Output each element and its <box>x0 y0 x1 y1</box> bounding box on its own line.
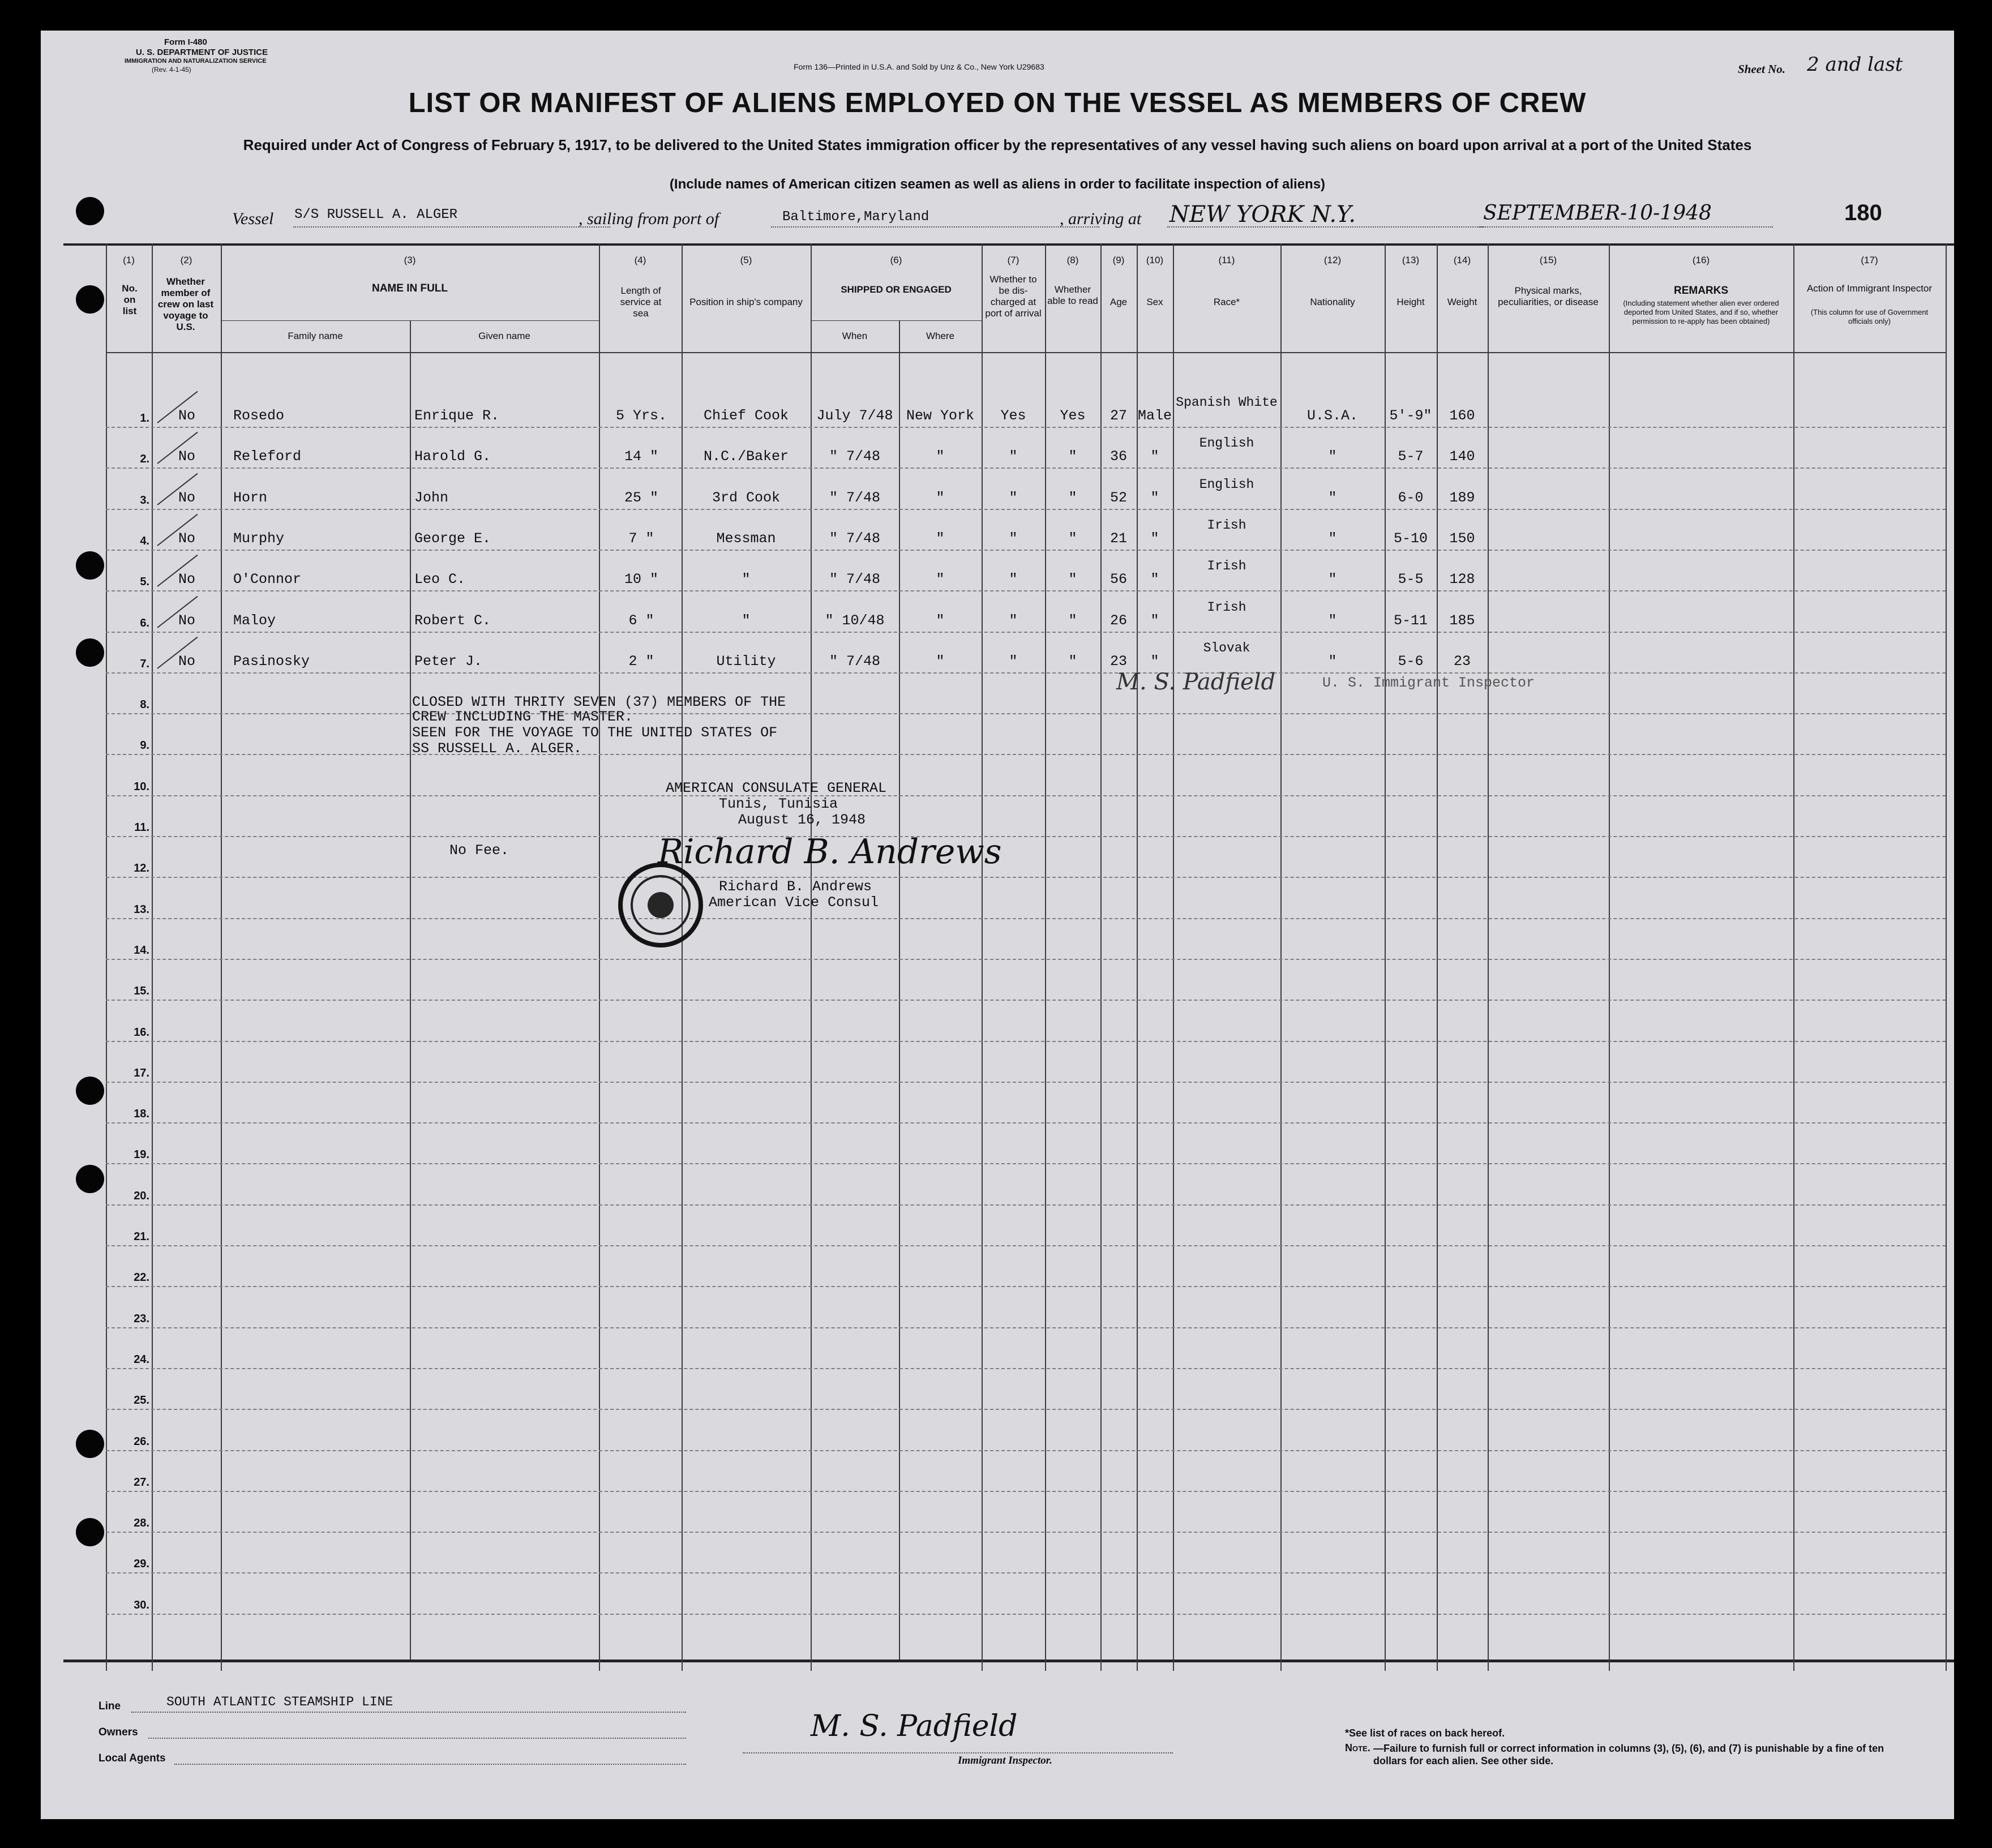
date-underline <box>1479 226 1773 228</box>
col-divider <box>1946 243 1947 1671</box>
sailing-value: Baltimore,Maryland <box>782 209 929 225</box>
col-head-height: Height <box>1396 297 1425 307</box>
cell-last-voyage: No <box>178 653 195 670</box>
cell-weight: 185 <box>1449 612 1475 629</box>
col-head-service: Length of service at sea <box>620 285 662 319</box>
header-bottom-rule <box>106 352 1946 353</box>
cell-family: Murphy <box>233 530 285 547</box>
manifest-sheet <box>41 31 1954 1819</box>
col-head-given: Given name <box>478 331 530 341</box>
col-head-family: Family name <box>288 331 343 341</box>
col-head-remarks-note: (Including statement whether alien ever ordered deported from United States, and if so, whether permission to re-apply has been obtained) <box>1623 299 1779 325</box>
row-number: 12. <box>134 862 149 874</box>
row-rule <box>106 590 1946 591</box>
col-divider <box>410 320 411 1660</box>
row-rule <box>106 1614 1946 1615</box>
cell-service: 7 " <box>628 530 654 547</box>
row-rule <box>106 959 1946 960</box>
cell-family: Releford <box>233 448 302 465</box>
punch-hole <box>76 1518 104 1546</box>
col-head-physical: Physical marks, peculiarities, or disease <box>1498 285 1599 307</box>
agents-underline <box>174 1764 686 1765</box>
footer-inspector-title: Immigrant Inspector. <box>958 1755 1052 1766</box>
row-number: 17. <box>134 1067 149 1079</box>
consulate-line-3: August 16, 1948 <box>738 812 866 828</box>
col-head-remarks: REMARKS <box>1673 285 1729 297</box>
cell-given: George E. <box>414 530 491 547</box>
row-rule <box>106 713 1946 714</box>
consulate-line-2: Tunis, Tunisia <box>719 796 838 812</box>
row-rule <box>106 509 1946 510</box>
closing-line-3: SEEN FOR THE VOYAGE TO THE UNITED STATES OF <box>412 724 778 741</box>
row-number: 2. <box>140 453 149 465</box>
col-num-12: (12) <box>1323 255 1342 265</box>
col-num-13: (13) <box>1402 255 1420 265</box>
cell-discharged: " <box>1009 530 1018 547</box>
cell-where: " <box>936 530 945 547</box>
cell-read: " <box>1068 571 1077 588</box>
sailing-underline <box>771 226 1099 228</box>
no-fee: No Fee. <box>449 842 509 859</box>
cell-last-voyage: No <box>178 612 195 629</box>
col-divider <box>221 243 222 1671</box>
col-divider <box>599 243 600 1671</box>
cell-nationality: " <box>1328 571 1337 588</box>
col-head-no: No. on list <box>122 283 138 316</box>
row-number: 22. <box>134 1271 149 1284</box>
col-num-7: (7) <box>1007 255 1019 265</box>
cell-race: Irish <box>1207 559 1246 573</box>
row-rule <box>106 1122 1946 1124</box>
cell-family: Rosedo <box>233 408 285 424</box>
cell-where: " <box>936 653 945 670</box>
row-number: 25. <box>134 1394 149 1407</box>
line-underline <box>131 1712 686 1713</box>
row-rule <box>106 1327 1946 1328</box>
row-rule <box>106 1572 1946 1573</box>
arriving-value: NEW YORK N.Y. <box>1170 201 1356 228</box>
row-rule <box>106 1000 1946 1001</box>
punch-hole <box>76 638 104 667</box>
cell-height: 5-7 <box>1398 448 1424 465</box>
cell-read: " <box>1068 448 1077 465</box>
row-rule <box>106 1532 1946 1533</box>
row-number: 7. <box>140 658 149 670</box>
cell-weight: 150 <box>1449 530 1475 547</box>
cell-when: " 7/48 <box>829 490 880 506</box>
line-value: SOUTH ATLANTIC STEAMSHIP LINE <box>166 1695 393 1709</box>
cell-family: Maloy <box>233 612 276 629</box>
col-num-1: (1) <box>123 255 135 265</box>
cell-position: N.C./Baker <box>703 448 789 465</box>
cell-last-voyage: No <box>178 448 195 465</box>
revision: (Rev. 4-1-45) <box>152 66 191 74</box>
row-number: 15. <box>134 985 149 997</box>
signer-title: American Vice Consul <box>709 894 879 911</box>
row-number: 16. <box>134 1026 149 1039</box>
row-rule <box>106 427 1946 428</box>
row-rule <box>106 1041 1946 1042</box>
col-divider <box>1793 243 1794 1671</box>
col-num-15: (15) <box>1539 255 1557 265</box>
cell-age: 56 <box>1109 571 1127 588</box>
col-head-shipped: SHIPPED OR ENGAGED <box>841 284 952 295</box>
punch-hole <box>76 1165 104 1193</box>
cell-weight: 140 <box>1449 448 1475 465</box>
cell-last-voyage: No <box>178 530 195 547</box>
cell-sex: " <box>1150 448 1159 465</box>
cell-family: Pasinosky <box>233 653 310 670</box>
col-head-where: Where <box>926 331 955 341</box>
row-number: 18. <box>134 1108 149 1120</box>
arriving-label: , arriving at <box>1060 209 1142 228</box>
row-number: 23. <box>134 1313 149 1325</box>
cell-discharged: " <box>1009 612 1018 629</box>
service: IMMIGRATION AND NATURALIZATION SERVICE <box>125 58 267 65</box>
note-text: —Failure to furnish full or correct information in columns (3), (5), (6), and (7) is punishable by a fine of ten dollars for each alien. See other side. <box>1373 1743 1884 1766</box>
col-num-17: (17) <box>1861 255 1878 265</box>
race-note: *See list of races on back hereof. <box>1345 1727 1505 1739</box>
row-number: 6. <box>140 617 149 629</box>
row-number: 4. <box>140 535 149 547</box>
cell-read: " <box>1068 530 1077 547</box>
row-rule <box>106 468 1946 469</box>
table-top-rule <box>63 243 1954 246</box>
row-rule <box>106 1082 1946 1083</box>
cell-weight: 189 <box>1449 490 1475 506</box>
cell-race: Irish <box>1207 600 1246 615</box>
col-head-action-note: (This column for use of Government officials only) <box>1810 308 1929 325</box>
vessel-value: S/S RUSSELL A. ALGER <box>294 207 458 222</box>
row-number: 30. <box>134 1599 149 1611</box>
cell-weight: 160 <box>1449 408 1475 424</box>
closing-line-1: CLOSED WITH THRITY SEVEN (37) MEMBERS OF THE <box>412 694 786 710</box>
cell-discharged: " <box>1009 448 1018 465</box>
cell-nationality: U.S.A. <box>1306 408 1358 424</box>
cell-where: " <box>936 612 945 629</box>
cell-service: 25 " <box>624 490 658 506</box>
cell-where: " <box>936 571 945 588</box>
row-number: 21. <box>134 1230 149 1243</box>
footer-signature-underline <box>743 1752 1173 1753</box>
row-rule <box>106 754 1946 755</box>
signer-name: Richard B. Andrews <box>719 878 872 895</box>
cell-discharged: " <box>1009 571 1018 588</box>
arriving-underline <box>1167 226 1484 228</box>
col-head-action: Action of Immigrant Inspector <box>1806 283 1933 294</box>
footer-inspector-signature: M. S. Padfield <box>811 1709 1018 1743</box>
cell-given: John <box>414 490 449 506</box>
cell-given: Harold G. <box>414 448 491 465</box>
cell-height: 5-10 <box>1393 530 1428 547</box>
cell-discharged: " <box>1009 490 1018 506</box>
cell-race: English <box>1199 477 1254 492</box>
cell-read: " <box>1068 653 1077 670</box>
col-num-9: (9) <box>1112 255 1125 265</box>
cell-nationality: " <box>1328 653 1337 670</box>
row-number: 29. <box>134 1558 149 1570</box>
agents-label: Local Agents <box>98 1752 166 1764</box>
col-divider <box>1609 243 1610 1671</box>
col-num-2: (2) <box>180 255 192 265</box>
cell-service: 10 " <box>624 571 658 588</box>
row-rule <box>106 1368 1946 1369</box>
cell-service: 14 " <box>624 448 658 465</box>
col-num-14: (14) <box>1453 255 1471 265</box>
cell-race: Slovak <box>1203 641 1250 655</box>
col-divider <box>899 320 900 1660</box>
row-rule <box>106 1450 1946 1451</box>
vessel-underline <box>293 226 610 228</box>
punch-hole <box>76 285 104 314</box>
cell-service: 6 " <box>628 612 654 629</box>
cell-nationality: " <box>1328 448 1337 465</box>
department: U. S. DEPARTMENT OF JUSTICE <box>136 48 268 57</box>
row-rule <box>106 918 1946 919</box>
col-head-nationality: Nationality <box>1310 297 1355 307</box>
cell-age: 23 <box>1109 653 1127 670</box>
row-number: 3. <box>140 494 149 507</box>
sailing-label: , sailing from port of <box>579 209 719 228</box>
subheader-rule-shipped <box>811 320 982 321</box>
cell-position: Chief Cook <box>703 408 789 424</box>
row-rule <box>106 550 1946 551</box>
col-divider <box>1488 243 1489 1671</box>
col-head-weight: Weight <box>1447 297 1477 307</box>
cell-service: 5 Yrs. <box>615 408 667 424</box>
cell-race: Irish <box>1207 518 1246 533</box>
col-head-position: Position in ship's company <box>689 297 803 307</box>
cell-when: " 7/48 <box>829 653 880 670</box>
owners-underline <box>148 1738 686 1739</box>
subtitle-note: (Include names of American citizen seamen as well as aliens in order to facilitate inspection of aliens) <box>669 177 1326 192</box>
cell-nationality: " <box>1328 490 1337 506</box>
row-rule <box>106 877 1946 878</box>
col-num-3: (3) <box>404 255 416 265</box>
row-rule <box>106 632 1946 633</box>
cell-age: 36 <box>1109 448 1127 465</box>
form-id: Form I-480 <box>164 37 207 47</box>
consulate-line-1: AMERICAN CONSULATE GENERAL <box>666 780 887 796</box>
cell-where: " <box>936 490 945 506</box>
cell-given: Enrique R. <box>414 408 500 424</box>
cell-sex: " <box>1150 571 1159 588</box>
closing-line-2: CREW INCLUDING THE MASTER. <box>412 709 633 725</box>
col-head-name: NAME IN FULL <box>371 282 448 294</box>
punch-hole <box>76 197 104 225</box>
row-rule <box>106 795 1946 796</box>
cell-age: 27 <box>1109 408 1127 424</box>
cell-family: Horn <box>233 490 268 506</box>
cell-when: " 7/48 <box>829 530 880 547</box>
cell-discharged: " <box>1009 653 1018 670</box>
row-number: 27. <box>134 1476 149 1489</box>
inspector-title: U. S. Immigrant Inspector <box>1322 675 1535 691</box>
col-divider <box>106 243 107 1671</box>
cell-given: Robert C. <box>414 612 491 629</box>
punch-hole <box>76 1430 104 1458</box>
cell-sex: " <box>1150 612 1159 629</box>
row-rule <box>106 1204 1946 1206</box>
sheet-value: 2 and last <box>1807 53 1903 76</box>
row-rule <box>106 1163 1946 1164</box>
cell-where: New York <box>906 408 975 424</box>
cell-position: Utility <box>716 653 776 670</box>
col-num-5: (5) <box>740 255 752 265</box>
cell-height: 5'-9" <box>1389 408 1432 424</box>
cell-given: Leo C. <box>414 571 466 588</box>
row-number: 1. <box>140 412 149 425</box>
row-rule <box>106 1491 1946 1492</box>
punch-hole <box>76 551 104 580</box>
col-num-10: (10) <box>1146 255 1164 265</box>
row-number: 14. <box>134 944 149 957</box>
col-num-6: (6) <box>890 255 902 265</box>
row-number: 28. <box>134 1517 149 1529</box>
col-head-last-voyage: Whether member of crew on last voyage to U.S. <box>157 276 214 332</box>
row-rule <box>106 1286 1946 1287</box>
col-divider <box>1173 243 1174 1671</box>
cell-height: 5-11 <box>1393 612 1428 629</box>
cell-sex: " <box>1150 530 1159 547</box>
row-rule <box>106 672 1946 674</box>
row-number: 8. <box>140 698 149 711</box>
cell-sex: Male <box>1138 408 1172 424</box>
cell-position: Messman <box>716 530 776 547</box>
cell-when: July 7/48 <box>816 408 893 424</box>
consulate-seal <box>618 863 703 947</box>
vessel-label: Vessel <box>232 209 274 228</box>
cell-age: 26 <box>1109 612 1127 629</box>
cell-when: " 10/48 <box>825 612 885 629</box>
row-number: 10. <box>134 781 149 793</box>
page-number: 180 <box>1844 200 1882 225</box>
row-rule <box>106 1245 1946 1246</box>
table-bottom-rule <box>63 1660 1954 1662</box>
cell-sex: " <box>1150 653 1159 670</box>
cell-height: 5-6 <box>1398 653 1424 670</box>
line-label: Line <box>98 1700 121 1712</box>
subtitle: Required under Act of Congress of February 5, 1917, to be delivered to the United States immigration officer by the representatives of any vessel having such aliens on board upon arrival at a port of the United States <box>243 136 1752 153</box>
col-head-sex: Sex <box>1146 297 1163 307</box>
col-num-8: (8) <box>1066 255 1079 265</box>
punch-hole <box>76 1077 104 1105</box>
cell-sex: " <box>1150 490 1159 506</box>
row-number: 11. <box>134 821 149 834</box>
col-num-4: (4) <box>634 255 646 265</box>
cell-position: " <box>742 612 751 629</box>
row-number: 24. <box>134 1353 149 1366</box>
note-label: Note. <box>1345 1742 1370 1753</box>
cell-weight: 128 <box>1449 571 1475 588</box>
cell-discharged: Yes <box>1000 408 1026 424</box>
col-divider <box>682 243 683 1671</box>
cell-read: " <box>1068 612 1077 629</box>
cell-last-voyage: No <box>178 571 195 588</box>
cell-when: " 7/48 <box>829 448 880 465</box>
sheet-label: Sheet No. <box>1738 62 1785 76</box>
row-rule <box>106 1409 1946 1410</box>
cell-position: 3rd Cook <box>712 490 781 506</box>
row-number: 13. <box>134 903 149 916</box>
cell-weight: 23 <box>1453 653 1471 670</box>
cell-race: Spanish White <box>1176 395 1278 410</box>
cell-service: 2 " <box>628 653 654 670</box>
row-number: 19. <box>134 1148 149 1161</box>
inspector-signature: M. S. Padfield <box>1116 669 1276 695</box>
row-rule <box>106 836 1946 837</box>
cell-last-voyage: No <box>178 408 195 424</box>
cell-age: 21 <box>1109 530 1127 547</box>
cell-last-voyage: No <box>178 490 195 506</box>
row-number: 20. <box>134 1190 149 1202</box>
cell-nationality: " <box>1328 612 1337 629</box>
cell-family: O'Connor <box>233 571 302 588</box>
col-head-race: Race* <box>1213 297 1240 307</box>
printer-note: Form 136—Printed in U.S.A. and Sold by Unz & Co., New York U29683 <box>794 62 1044 71</box>
col-head-read: Whether able to read <box>1047 284 1098 306</box>
cell-read: Yes <box>1060 408 1086 424</box>
row-number: 9. <box>140 739 149 752</box>
cell-height: 6-0 <box>1398 490 1424 506</box>
cell-read: " <box>1068 490 1077 506</box>
row-number: 26. <box>134 1435 149 1448</box>
cell-age: 52 <box>1109 490 1127 506</box>
col-divider <box>152 243 153 1671</box>
col-head-when: When <box>842 331 868 341</box>
cell-race: English <box>1199 436 1254 451</box>
cell-nationality: " <box>1328 530 1337 547</box>
col-num-11: (11) <box>1218 255 1235 265</box>
closing-line-4: SS RUSSELL A. ALGER. <box>412 740 582 757</box>
cell-where: " <box>936 448 945 465</box>
col-head-age: Age <box>1109 297 1128 307</box>
cell-when: " 7/48 <box>829 571 880 588</box>
cell-height: 5-5 <box>1398 571 1424 588</box>
owners-label: Owners <box>98 1726 138 1738</box>
row-number: 5. <box>140 576 149 588</box>
cell-given: Peter J. <box>414 653 483 670</box>
page-title: LIST OR MANIFEST OF ALIENS EMPLOYED ON THE VESSEL AS MEMBERS OF CREW <box>408 88 1587 118</box>
consul-signature: Richard B. Andrews <box>658 832 1002 872</box>
date-value: SEPTEMBER-10-1948 <box>1483 201 1712 225</box>
col-num-16: (16) <box>1692 255 1710 265</box>
col-head-discharged: Whether to be dis-charged at port of arrival <box>985 274 1042 319</box>
cell-position: " <box>742 571 751 588</box>
